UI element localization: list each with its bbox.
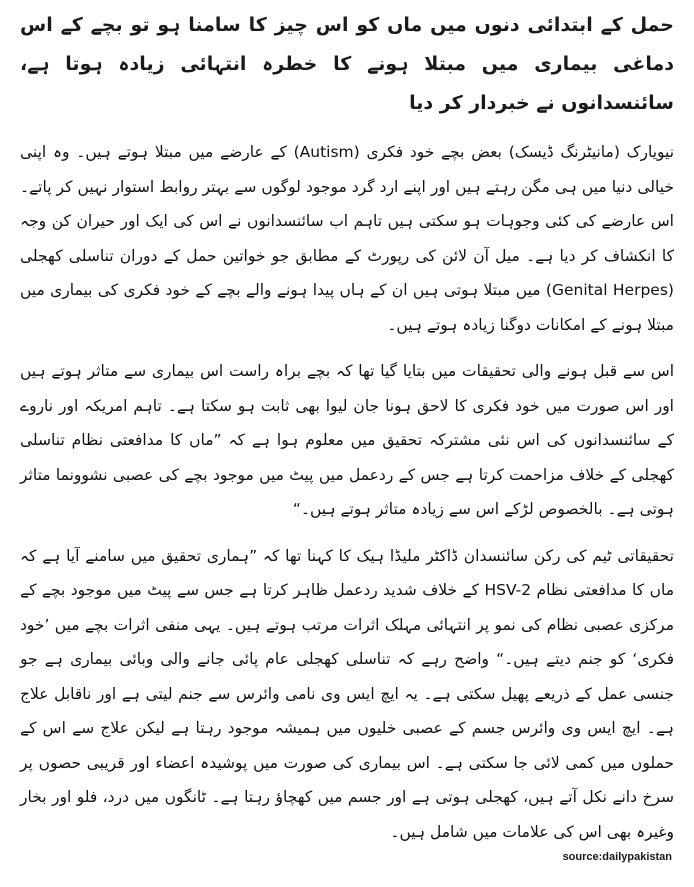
source-credit: source:dailypakistan xyxy=(562,851,672,863)
article xyxy=(20,6,674,861)
article-paragraph-1: نیویارک (مانیٹرنگ ڈیسک) بعض بچے خود فکری (Autism) کے عارضے میں مبتلا ہوتے ہیں۔ وہ اپنی خیالی دنیا میں ہی مگن رہتے ہیں اور اپنے ارد گرد موجود لوگوں سے بہتر روابط استوار نہیں کر پاتے۔ اس عارضے کی کئی وجوہات ہو سکتی ہیں تاہم اب سائنسدانوں نے اس کی ایک اور حیران کن وجہ کا انکشاف کر دیا ہے۔ میل آن لائن کی رپورٹ کے مطابق جو خواتین حمل کے دوران تناسلی کھجلی (Genital Herpes) میں مبتلا ہوتی ہیں ان کے ہاں پیدا ہونے والے بچے کے خود فکری کی بیماری میں مبتلا ہونے کے امکانات دوگنا زیادہ ہوتے ہیں۔ xyxy=(20,143,675,334)
article-paragraph-2: اس سے قبل ہونے والی تحقیقات میں بتایا گیا تھا کہ بچے براہ راست اس بیماری سے متاثر ہوتے ہیں اور اس صورت میں خود فکری کا لاحق ہونا جان لیوا بھی ثابت ہو سکتا ہے۔ تاہم امریکہ اور ناروے کے سائنسدانوں کی اس نئی مشترکہ تحقیق میں معلوم ہوا ہے کہ ”ماں کا مدافعتی نظام تناسلی کھجلی کے خلاف مزاحمت کرتا ہے جس کے ردعمل میں پیٹ میں موجود بچے کی عصبی نشوونما متاثر ہوتی ہے۔ بالخصوص لڑکے اس سے زیادہ متاثر ہوتے ہیں۔“ xyxy=(20,362,674,518)
article-paragraph-3: تحقیقاتی ٹیم کی رکن سائنسدان ڈاکٹر ملیڈا ہیک کا کہنا تھا کہ ”ہماری تحقیق میں سامنے آیا ہے کہ ماں کا مدافعتی نظام HSV-2 کے خلاف شدید ردعمل ظاہر کرتا ہے جس سے پیٹ میں موجود بچے کے مرکزی عصبی نظام کی نمو پر انتہائی مہلک اثرات مرتب ہوتے ہیں۔ یہی منفی اثرات بچے میں ’خود فکری‘ کو جنم دیتے ہیں۔“ واضح رہے کہ تناسلی کھجلی عام پائی جانے والی وبائی بیماری ہے جو جنسی عمل کے ذریعے پھیل سکتی ہے۔ یہ ایچ ایس وی نامی وائرس سے جنم لیتی ہے اور ناقابل علاج ہے۔ ایچ ایس وی وائرس جسم کے عصبی خلیوں میں ہمیشہ موجود رہتا ہے لیکن علاج سے اس کے حملوں میں کمی لائی جا سکتی ہے۔ اس بیماری کی صورت میں پوشیدہ اعضاء اور قریبی حصوں پر سرخ دانے نکل آتے ہیں، کھجلی ہوتی ہے اور جسم میں کھچاؤ رہتا ہے۔ ٹانگوں میں درد، فلو اور بخار وغیرہ بھی اس کی علامات میں شامل ہیں۔ xyxy=(20,546,674,841)
article-headline: حمل کے ابتدائی دنوں میں ماں کو اس چیز کا سامنا ہو تو بچے کے اس دماغی بیماری میں مبتلا ہونے کا خطرہ انتہائی زیادہ ہوتا ہے، سائنسدانوں نے خبردار کر دیا xyxy=(20,14,674,114)
